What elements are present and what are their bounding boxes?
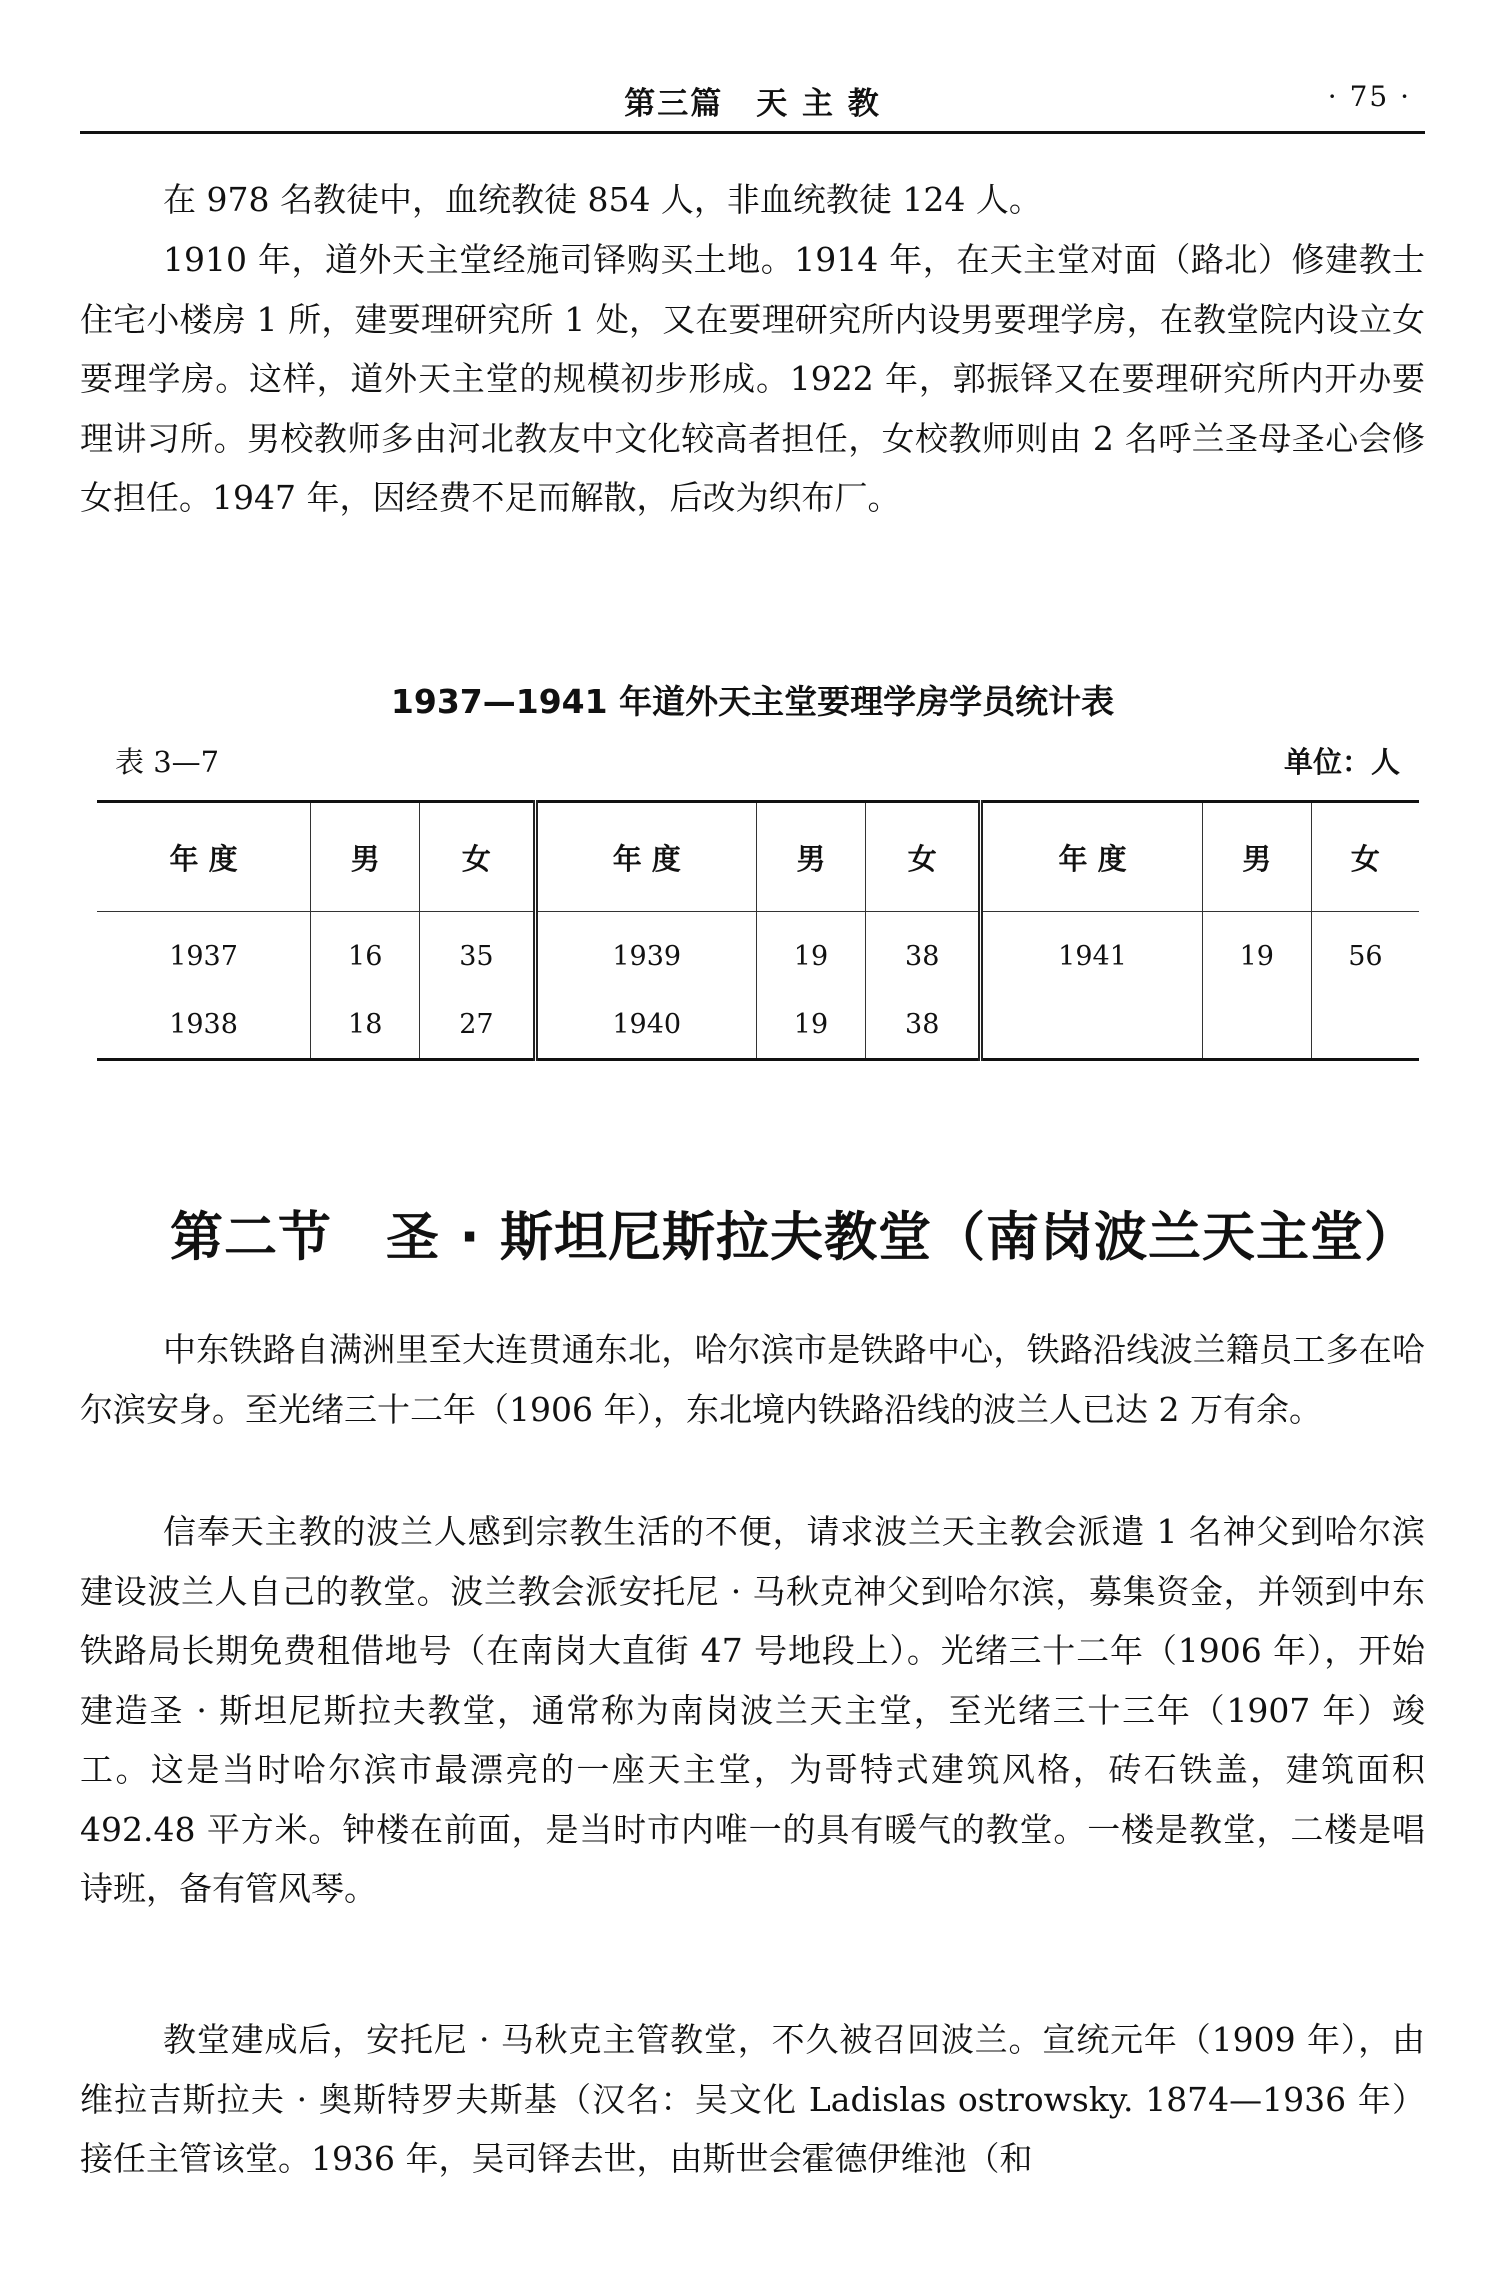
table-cell: 16 [311, 912, 420, 991]
table-row [97, 912, 1419, 991]
column-header: 女 [1311, 802, 1419, 912]
table-cell: 56 [1348, 940, 1383, 972]
paragraph: 教堂建成后，安托尼 · 马秋克主管教堂，不久被召回波兰。宣统元年（1909 年），由维拉吉斯拉夫 · 奥斯特罗夫斯基（汉名：吴文化 Ladislas ostrowsky. 1874—1936 年）接任主管该堂。1936 年，吴司铎去世，由斯世会霍德伊维池（和 [80, 2020, 1425, 2178]
section-heading: 第二节 圣 · 斯坦尼斯拉夫教堂（南岗波兰天主堂） [170, 1207, 1419, 1268]
table-row [97, 990, 1419, 1060]
table-cell: 38 [866, 990, 981, 1060]
table-cell: 27 [420, 990, 535, 1060]
table-cell: 1939 [535, 912, 756, 991]
table-cell: 18 [311, 990, 420, 1060]
table-cell [1202, 990, 1311, 1060]
column-header: 年 度 [981, 802, 1202, 912]
table-unit: 单位：人 [1283, 745, 1400, 779]
table-cell: 1940 [535, 990, 756, 1060]
running-header [80, 72, 1425, 132]
table-cell: 1941 [981, 912, 1202, 991]
running-title: 第三篇 天 主 教 [624, 86, 881, 122]
column-header: 男 [311, 802, 420, 912]
table-cell [1311, 990, 1419, 1060]
table-cell: 19 [756, 912, 865, 991]
paragraph: 在 978 名教徒中，血统教徒 854 人，非血统教徒 124 人。 [163, 180, 1042, 219]
column-header: 女 [420, 802, 535, 912]
table-title: 1937—1941 年道外天主堂要理学房学员统计表 [390, 682, 1115, 721]
page-number: · 75 · [1327, 80, 1411, 113]
column-header: 男 [1202, 802, 1311, 912]
paragraph: 信奉天主教的波兰人感到宗教生活的不便，请求波兰天主教会派遣 1 名神父到哈尔滨建设波兰人自己的教堂。波兰教会派安托尼 · 马秋克神父到哈尔滨，募集资金，并领到中东铁路局长期免费租借地号（在南岗大直街 47 号地段上）。光绪三十二年（1906 年），开始建造圣 · 斯坦尼斯拉夫教堂，通常称为南岗波兰天主堂，至光绪三十三年（1907 年）竣工。这是当时哈尔滨市最漂亮的一座天主堂，为哥特式建筑风格，砖石铁盖，建筑面积 492.48 平方米。钟楼在前面，是当时市内唯一的具有暖气的教堂。一楼是教堂，二楼是唱诗班，备有管风琴。 [80, 1512, 1425, 1908]
table-cell: 19 [756, 990, 865, 1060]
table-cell: 38 [866, 912, 981, 991]
column-header: 男 [756, 802, 865, 912]
table-cell: 35 [420, 912, 535, 991]
table-cell: 1937 [97, 912, 311, 991]
table-cell [981, 990, 1202, 1060]
column-header: 女 [866, 802, 981, 912]
table-cell: 1938 [97, 990, 311, 1060]
column-header: 年 度 [535, 802, 756, 912]
paragraph: 1910 年，道外天主堂经施司铎购买土地。1914 年，在天主堂对面（路北）修建教士住宅小楼房 1 所，建要理研究所 1 处，又在要理研究所内设男要理学房，在教堂院内设立女要理学房。这样，道外天主堂的规模初步形成。1922 年，郭振铎又在要理研究所内开办要理讲习所。男校教师多由河北教友中文化较高者担任，女校教师则由 2 名呼兰圣母圣心会修女担任。1947 年，因经费不足而解散，后改为织布厂。 [80, 240, 1425, 517]
column-header: 年 度 [97, 802, 311, 912]
table-cell: 19 [1202, 912, 1311, 991]
table-header-row [97, 802, 1419, 912]
statistics-table [97, 800, 1419, 1061]
header-rule [80, 131, 1425, 134]
table-number: 表 3—7 [115, 745, 220, 779]
paragraph: 中东铁路自满洲里至大连贯通东北，哈尔滨市是铁路中心，铁路沿线波兰籍员工多在哈尔滨安身。至光绪三十二年（1906 年），东北境内铁路沿线的波兰人已达 2 万有余。 [80, 1330, 1425, 1429]
